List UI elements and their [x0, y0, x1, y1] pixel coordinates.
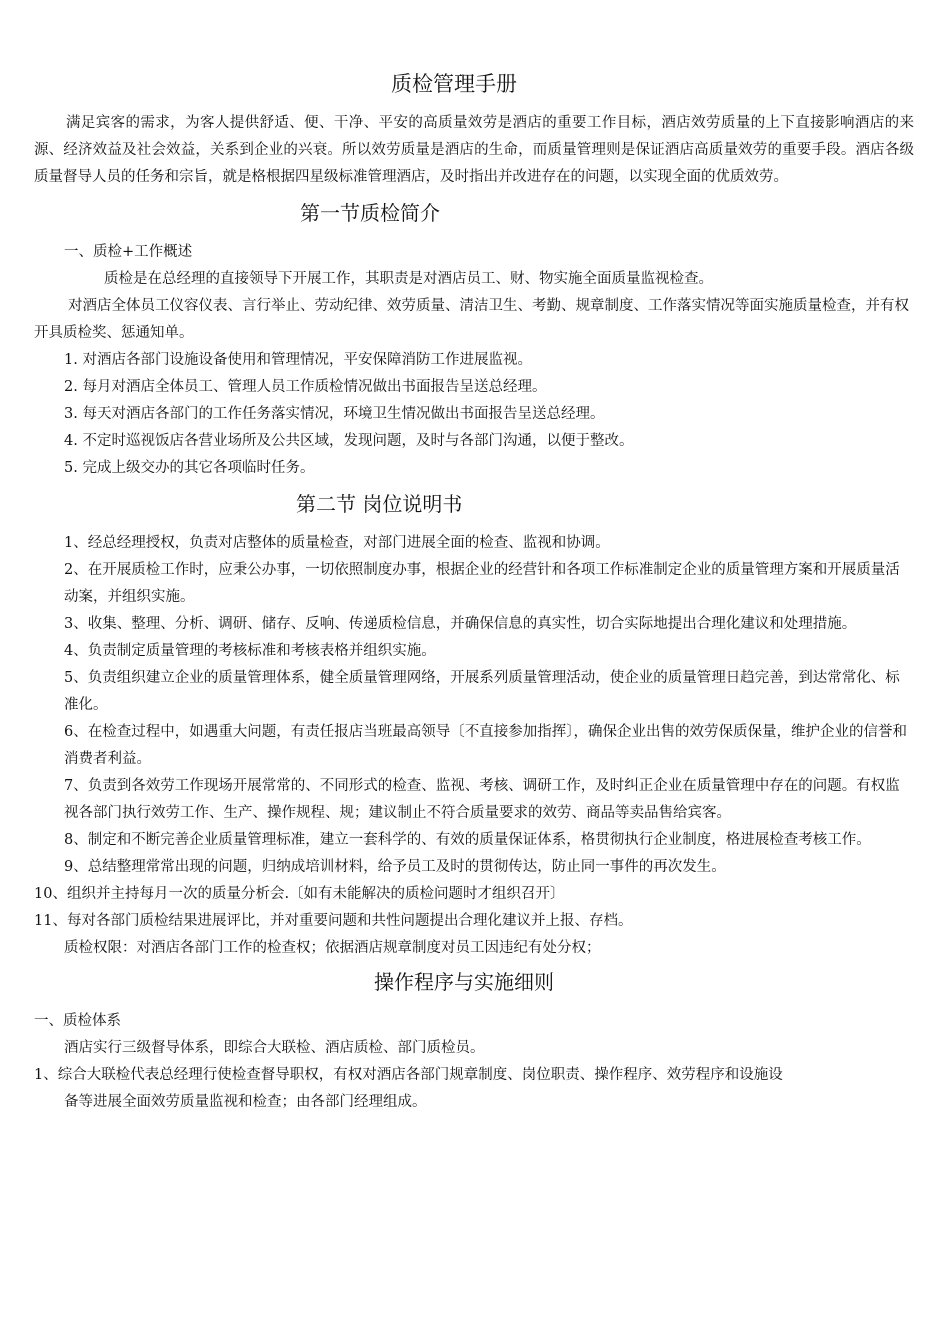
section2-item-11: 11、每对各部门质检结果进展评比，并对重要问题和共性问题提出合理化建议并上报、存档。: [34, 913, 633, 929]
section3-item-1: 1、综合大联检代表总经理行使检查督导职权，有权对酒店各部门规章制度、岗位职责、操作程序、效劳程序和设施设: [34, 1067, 783, 1083]
section1-paragraph-2: 对酒店全体员工仪容仪表、言行举止、劳动纪律、效劳质量、清洁卫生、考勤、规章制度、工作落实情况等面实施质量检查，并有权开具质检奖、惩通知单。: [34, 298, 909, 341]
section1-heading: 第一节质检简介: [300, 201, 440, 225]
section2-item-9: 9、总结整理常常出现的问题，归纳成培训材料，给予员工及时的贯彻传达，防止同一事件的再次发生。: [64, 859, 726, 875]
section1-paragraph-1: 质检是在总经理的直接领导下开展工作，其职责是对酒店员工、财、物实施全面质量监视检查。: [104, 271, 713, 287]
section2-item-2: 2、在开展质检工作时，应秉公办事，一切依照制度办事，根据企业的经营针和各项工作标准制定企业的质量管理方案和开展质量活动案，并组织实施。: [64, 562, 900, 605]
section2-item-1: 1、经总经理授权，负责对店整体的质量检查，对部门进展全面的检查、监视和协调。: [64, 535, 610, 551]
section1-item-3: 3. 每天对酒店各部门的工作任务落实情况，环境卫生情况做出书面报告呈送总经理。: [64, 406, 605, 422]
section3-heading: 操作程序与实施细则: [374, 970, 554, 994]
section1-item-2: 2. 每月对酒店全体员工、管理人员工作质检情况做出书面报告呈送总经理。: [64, 379, 547, 395]
section2-item-5: 5、负责组织建立企业的质量管理体系，健全质量管理网络，开展系列质量管理活动，使企业的质量管理日趋完善，到达常常化、标准化。: [64, 670, 900, 713]
document-title: 质检管理手册: [391, 72, 517, 96]
section2-item-3: 3、收集、整理、分析、调研、储存、反响、传递质检信息，并确保信息的真实性，切合实际地提出合理化建议和处理措施。: [64, 616, 857, 632]
section2-item-7: 7、负责到各效劳工作现场开展常常的、不同形式的检查、监视、考核、调研工作，及时纠正企业在质量管理中存在的问题。有权监视各部门执行效劳工作、生产、操作规程、规；建议制止不符合质量要求的效劳、商品等卖品售给宾客。: [64, 778, 900, 821]
section1-item-4: 4. 不定时巡视饭店各营业场所及公共区域，发现问题，及时与各部门沟通，以便于整改。: [64, 433, 634, 449]
section2-item-4: 4、负责制定质量管理的考核标准和考核表格并组织实施。: [64, 643, 436, 659]
section2-heading: 第二节 岗位说明书: [296, 492, 463, 516]
section2-authority: 质检权限：对酒店各部门工作的检查权；依据酒店规章制度对员工因违纪有处分权；: [64, 940, 601, 956]
section2-item-8: 8、制定和不断完善企业质量管理标准，建立一套科学的、有效的质量保证体系，格贯彻执行企业制度，格进展检查考核工作。: [64, 832, 871, 848]
section3-item-1-continued: 备等进展全面效劳质量监视和检查；由各部门经理组成。: [64, 1094, 427, 1110]
section2-item-6: 6、在检查过程中，如遇重大问题，有责任报店当班最高领导〔不直接参加指挥〕，确保企业出售的效劳保质保量，维护企业的信誉和消费者利益。: [64, 724, 907, 767]
section1-item-1: 1. 对酒店各部门设施设备使用和管理情况，平安保障消防工作进展监视。: [64, 352, 532, 368]
section3-paragraph-1: 酒店实行三级督导体系，即综合大联检、酒店质检、部门质检员。: [64, 1040, 485, 1056]
section1-subheading: 一、质检+工作概述: [64, 244, 193, 260]
section1-item-5: 5. 完成上级交办的其它各项临时任务。: [64, 460, 315, 476]
section2-item-10: 10、组织并主持每月一次的质量分析会.〔如有未能解决的质检问题时才组织召开〕: [34, 886, 565, 902]
section3-subheading: 一、质检体系: [34, 1013, 121, 1029]
intro-paragraph: 满足宾客的需求，为客人提供舒适、便、干净、平安的高质量效劳是酒店的重要工作目标，酒店效劳质量的上下直接影响酒店的来源、经济效益及社会效益，关系到企业的兴衰。所以效劳质量是酒店的生命，而质量管理则是保证酒店高质量效劳的重要手段。酒店各级质量督导人员的任务和宗旨，就是格根据四星级标准管理酒店，及时指出并改进存在的问题，以实现全面的优质效劳。: [34, 115, 914, 185]
